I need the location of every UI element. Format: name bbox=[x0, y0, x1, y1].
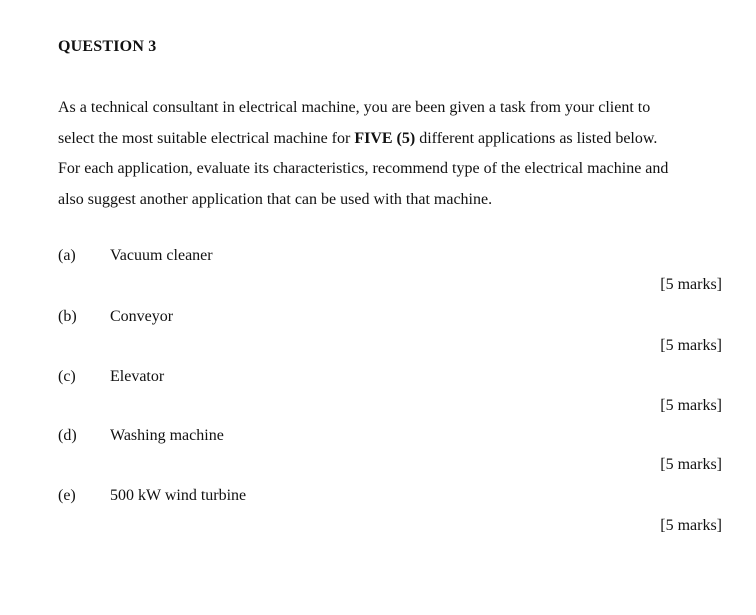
item-d-letter: (d) bbox=[58, 427, 77, 444]
intro-line-1: As a technical consultant in electrical machine, you are been given a task from your client to bbox=[58, 99, 651, 116]
item-a-text: Vacuum cleaner bbox=[110, 247, 213, 264]
item-c-marks: [5 marks] bbox=[660, 397, 722, 414]
intro-emphasis: FIVE (5) bbox=[354, 129, 416, 147]
item-a-marks: [5 marks] bbox=[660, 276, 722, 293]
intro-line-3: For each application, evaluate its characteristics, recommend type of the electrical machine and bbox=[58, 160, 669, 177]
question-intro bbox=[58, 93, 726, 215]
item-b-text: Conveyor bbox=[110, 308, 174, 325]
item-a-letter: (a) bbox=[58, 247, 76, 264]
item-c-text: Elevator bbox=[110, 368, 165, 385]
item-b-marks: [5 marks] bbox=[660, 337, 722, 354]
item-b-letter: (b) bbox=[58, 308, 77, 325]
intro-line-2 bbox=[58, 124, 726, 155]
question-heading: QUESTION 3 bbox=[58, 38, 157, 55]
item-d-marks: [5 marks] bbox=[660, 456, 722, 473]
item-e-marks: [5 marks] bbox=[660, 517, 722, 534]
intro-line-2-start: select the most suitable electrical machine for bbox=[58, 129, 351, 147]
intro-line-4: also suggest another application that can be used with that machine. bbox=[58, 190, 493, 208]
item-c-letter: (c) bbox=[58, 368, 76, 385]
item-e-letter: (e) bbox=[58, 487, 76, 504]
item-d-text: Washing machine bbox=[110, 427, 224, 444]
intro-line-2-end: different applications as listed below. bbox=[419, 129, 658, 147]
item-e-text: 500 kW wind turbine bbox=[110, 487, 247, 504]
